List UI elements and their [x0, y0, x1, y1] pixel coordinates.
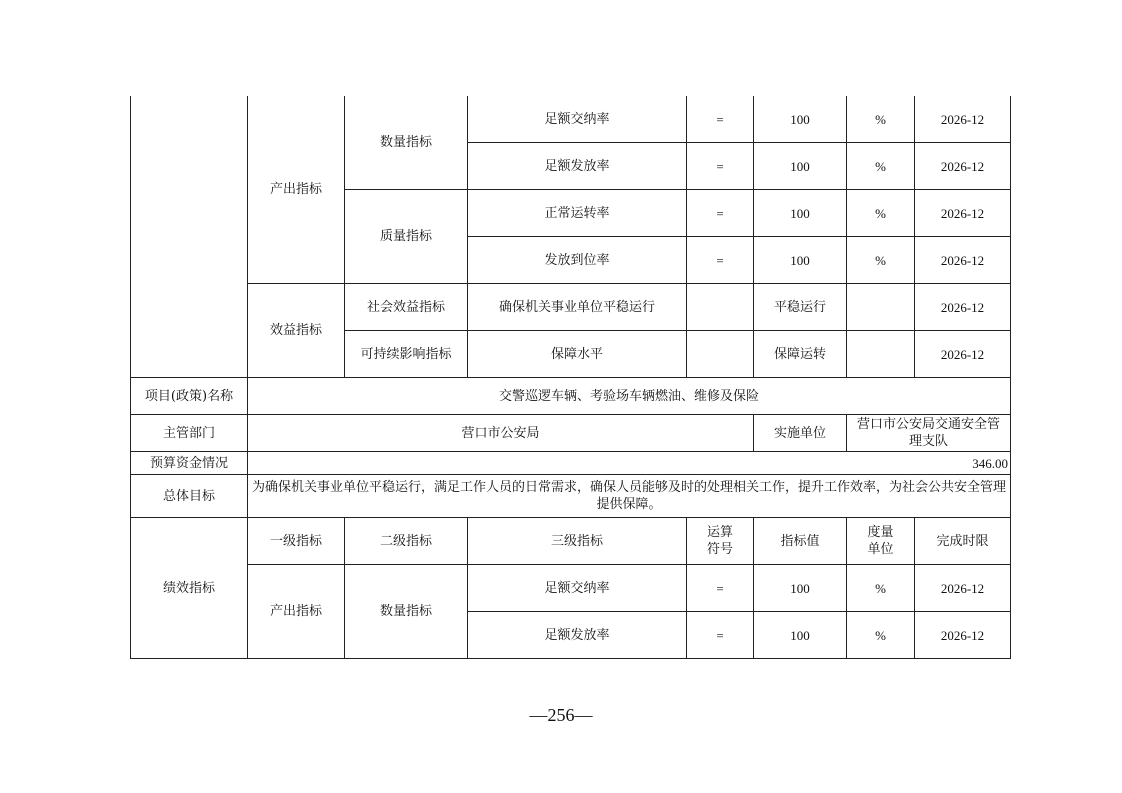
level3-cell: 保障水平: [468, 331, 687, 378]
project-name-row: [131, 378, 1011, 415]
level3-cell: 足额发放率: [468, 143, 687, 190]
project-name-value: 交警巡逻车辆、考验场车辆燃油、维修及保险: [248, 378, 1011, 415]
value-cell: 100: [754, 96, 847, 143]
perf-label: 绩效指标: [131, 518, 248, 659]
goal-value: 为确保机关事业单位平稳运行，满足工作人员的日常需求，确保人员能够及时的处理相关工作，提升工作效率，为社会公共安全管理提供保障。: [248, 475, 1011, 518]
level2-cell: 社会效益指标: [345, 284, 468, 331]
header-operator: 运算符号: [687, 518, 754, 565]
operator-cell: =: [687, 143, 754, 190]
deadline-cell: 2026-12: [915, 284, 1011, 331]
level2-cell: 数量指标: [345, 565, 468, 659]
implementer-label: 实施单位: [754, 415, 847, 452]
header-unit: 度量单位: [847, 518, 915, 565]
header-level2: 二级指标: [345, 518, 468, 565]
deadline-cell: 2026-12: [915, 331, 1011, 378]
budget-value: 346.00: [248, 452, 1011, 475]
unit-cell: %: [847, 190, 915, 237]
level3-cell: 确保机关事业单位平稳运行: [468, 284, 687, 331]
deadline-cell: 2026-12: [915, 237, 1011, 284]
department-row: [131, 415, 1011, 452]
unit-cell: [847, 284, 915, 331]
value-cell: 100: [754, 143, 847, 190]
level2-cell: 质量指标: [345, 190, 468, 284]
value-cell: 100: [754, 190, 847, 237]
project-name-label: 项目(政策)名称: [131, 378, 248, 415]
unit-cell: %: [847, 143, 915, 190]
operator-cell: =: [687, 96, 754, 143]
table-row: [131, 565, 1011, 612]
unit-cell: %: [847, 612, 915, 659]
value-cell: 100: [754, 612, 847, 659]
value-cell: 100: [754, 565, 847, 612]
header-deadline: 完成时限: [915, 518, 1011, 565]
deadline-cell: 2026-12: [915, 190, 1011, 237]
deadline-cell: 2026-12: [915, 612, 1011, 659]
implementer-value: 营口市公安局交通安全管理支队: [847, 415, 1011, 452]
header-level3: 三级指标: [468, 518, 687, 565]
department-label: 主管部门: [131, 415, 248, 452]
unit-cell: %: [847, 237, 915, 284]
level1-cell: 产出指标: [248, 565, 345, 659]
operator-cell: =: [687, 237, 754, 284]
department-value: 营口市公安局: [248, 415, 754, 452]
unit-cell: [847, 331, 915, 378]
operator-cell: [687, 331, 754, 378]
level3-cell: 足额交纳率: [468, 96, 687, 143]
budget-row: [131, 452, 1011, 475]
level3-cell: 足额交纳率: [468, 565, 687, 612]
deadline-cell: 2026-12: [915, 565, 1011, 612]
unit-cell: %: [847, 565, 915, 612]
level1-cell: 产出指标: [248, 96, 345, 284]
operator-cell: =: [687, 565, 754, 612]
operator-cell: =: [687, 190, 754, 237]
table-row: [131, 96, 1011, 143]
perf-header-row: [131, 518, 1011, 565]
level1-cell: 效益指标: [248, 284, 345, 378]
header-value: 指标值: [754, 518, 847, 565]
level2-cell: 数量指标: [345, 96, 468, 190]
unit-cell: %: [847, 96, 915, 143]
value-cell: 保障运转: [754, 331, 847, 378]
budget-label: 预算资金情况: [131, 452, 248, 475]
performance-table: [130, 96, 1011, 659]
operator-cell: =: [687, 612, 754, 659]
deadline-cell: 2026-12: [915, 96, 1011, 143]
deadline-cell: 2026-12: [915, 143, 1011, 190]
goal-label: 总体目标: [131, 475, 248, 518]
page-number: —256—: [529, 705, 593, 725]
table-row: [131, 284, 1011, 331]
level3-cell: 发放到位率: [468, 237, 687, 284]
level2-cell: 可持续影响指标: [345, 331, 468, 378]
operator-cell: [687, 284, 754, 331]
value-cell: 100: [754, 237, 847, 284]
goal-row: [131, 475, 1011, 518]
header-level1: 一级指标: [248, 518, 345, 565]
level3-cell: 足额发放率: [468, 612, 687, 659]
continued-cell: [131, 96, 248, 378]
value-cell: 平稳运行: [754, 284, 847, 331]
level3-cell: 正常运转率: [468, 190, 687, 237]
